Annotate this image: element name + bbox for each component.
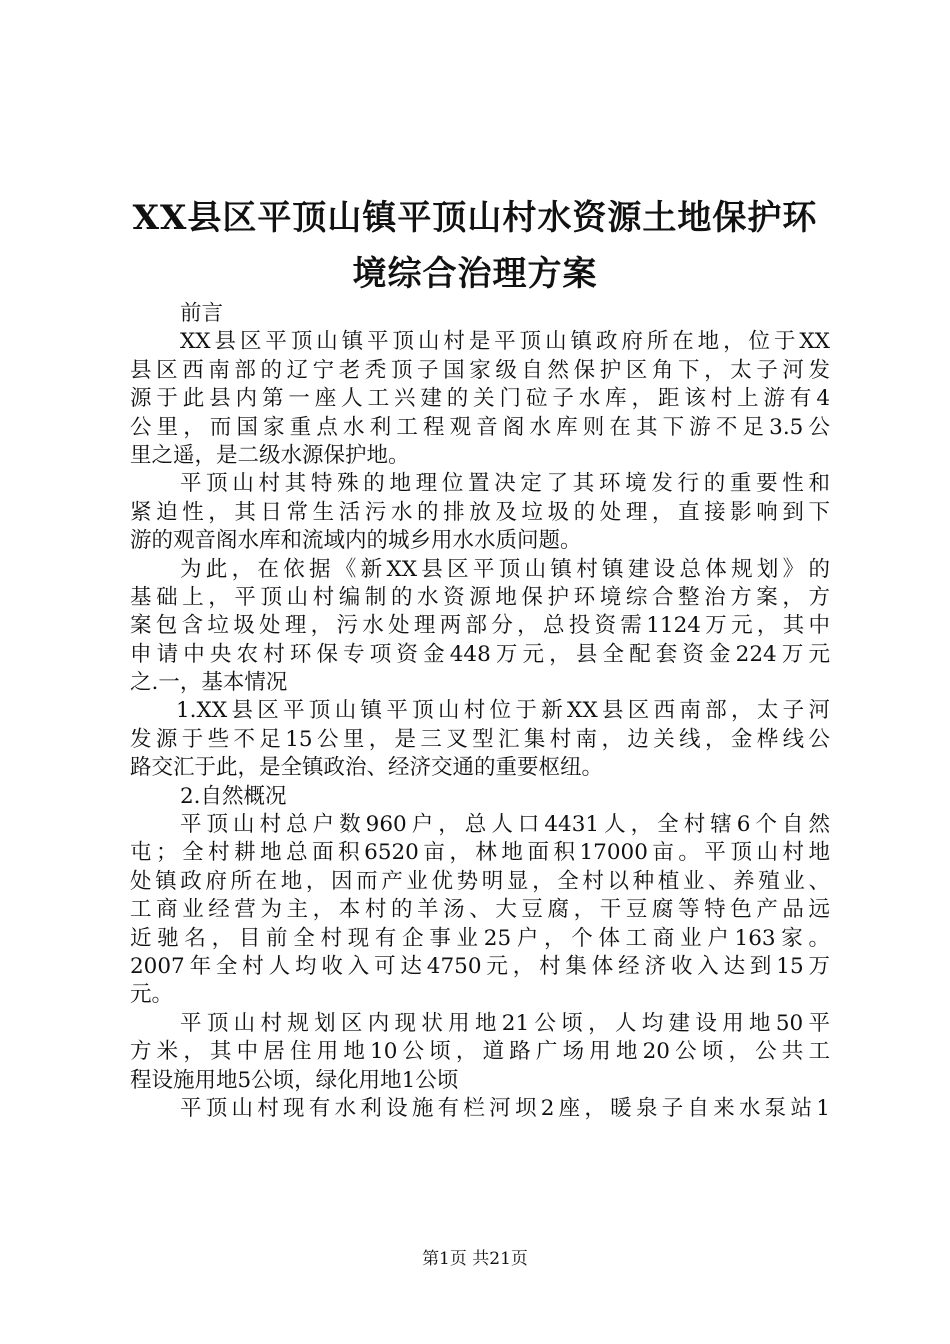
body-line: 平顶山村现有水利设施有栏河坝2座，暖泉子自来水泵站1 xyxy=(180,1095,830,1121)
body-line: 近驰名，目前全村现有企事业25户，个体工商业户163家。 xyxy=(130,925,830,951)
page-footer: 第1页 共21页 xyxy=(422,1249,528,1269)
body-line: 紧迫性，其日常生活污水的排放及垃圾的处理，直接影响到下 xyxy=(130,499,830,525)
body-line: 2007年全村人均收入可达4750元，村集体经济收入达到15万 xyxy=(130,953,830,979)
document-body xyxy=(130,300,830,1123)
body-line: 屯；全村耕地总面积6520亩，林地面积17000亩。平顶山村地 xyxy=(130,840,830,866)
body-line: 方米，其中居住用地10公顷，道路广场用地20公顷，公共工 xyxy=(130,1039,830,1065)
body-line: 平顶山村规划区内现状用地21公顷，人均建设用地50平 xyxy=(180,1010,830,1036)
body-line: 申请中央农村环保专项资金448万元，县全配套资金224万元 xyxy=(130,641,830,667)
document-title-line-2: 境综合治理方案 xyxy=(352,254,598,294)
section-heading-natural-overview: 2.自然概况 xyxy=(180,783,287,809)
body-line: 案包含垃圾处理，污水处理两部分，总投资需1124万元，其中 xyxy=(130,613,830,639)
body-line: 处镇政府所在地，因而产业优势明显，全村以种植业、养殖业、 xyxy=(130,868,830,894)
body-line: 工商业经营为主，本村的羊汤、大豆腐，干豆腐等特色产品远 xyxy=(130,897,830,923)
body-line: 路交汇于此，是全镇政治、经济交通的重要枢纽。 xyxy=(130,755,604,781)
body-line: 为此，在依据《新XX县区平顶山镇村镇建设总体规划》的 xyxy=(180,556,830,582)
body-line: 公里，而国家重点水利工程观音阁水库则在其下游不足3.5公 xyxy=(130,414,830,440)
section-heading-basic-info: 之.一，基本情况 xyxy=(130,670,288,696)
section-heading-preface: 前言 xyxy=(180,301,224,326)
document-title-line-1: XX县区平顶山镇平顶山村水资源土地保护环 xyxy=(132,198,818,238)
body-line: 平顶山村总户数960户，总人口4431人，全村辖6个自然 xyxy=(180,812,830,838)
body-line: 里之遥，是二级水源保护地。 xyxy=(130,442,410,468)
body-line: 平顶山村其特殊的地理位置决定了其环境发行的重要性和 xyxy=(180,471,830,497)
body-line: 元。 xyxy=(130,982,174,1008)
body-line: 游的观音阁水库和流域内的城乡用水水质问题。 xyxy=(130,528,582,554)
body-line: 源于此县内第一座人工兴建的关门砬子水库，距该村上游有4 xyxy=(130,386,830,412)
body-line: 发源于些不足15公里，是三叉型汇集村南，边关线，金桦线公 xyxy=(130,726,830,752)
body-line: XX县区平顶山镇平顶山村是平顶山镇政府所在地，位于XX xyxy=(180,329,830,355)
body-line: 县区西南部的辽宁老秃顶子国家级自然保护区角下，太子河发 xyxy=(130,357,830,383)
body-line: 程设施用地5公顷，绿化用地1公顷 xyxy=(130,1067,459,1093)
body-line: 基础上，平顶山村编制的水资源地保护环境综合整治方案，方 xyxy=(130,584,830,610)
body-line: 1.XX县区平顶山镇平顶山村位于新XX县区西南部，太子河 xyxy=(176,698,830,724)
